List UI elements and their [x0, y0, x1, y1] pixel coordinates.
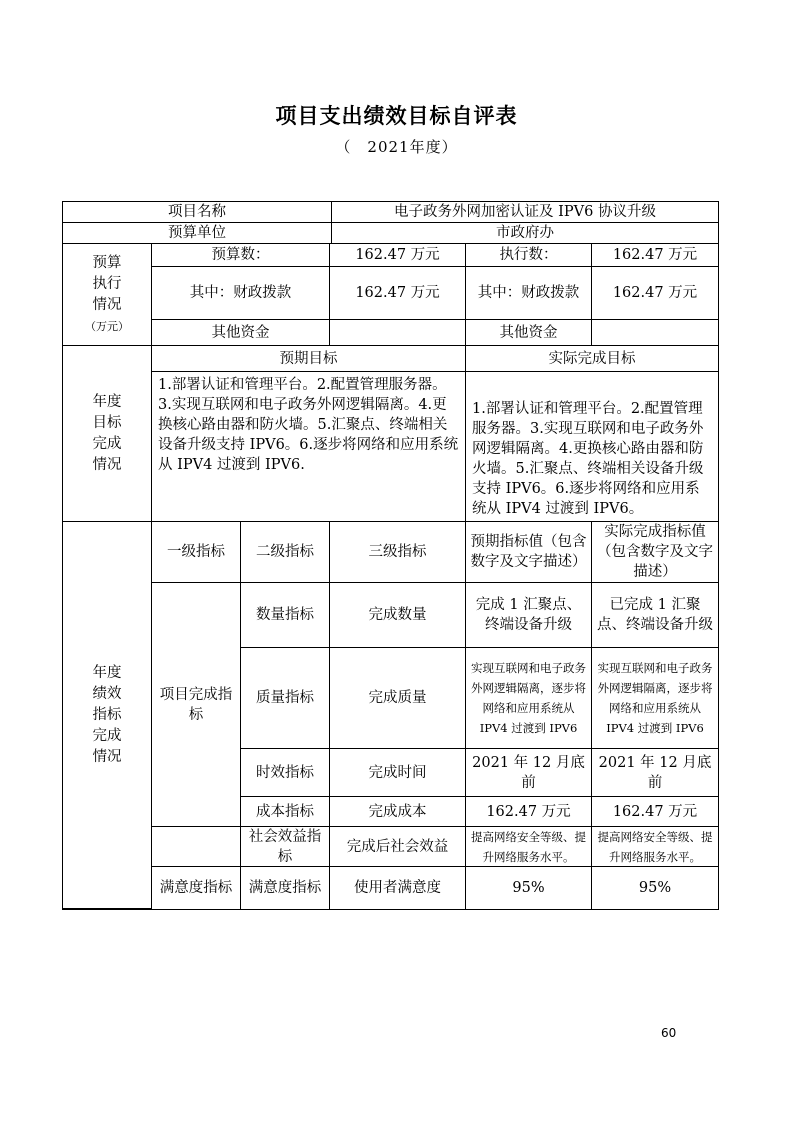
expected-value-header: 预期指标值（包含数字及文字描述）: [466, 522, 592, 583]
budget-unit-label: 预算单位: [63, 223, 332, 244]
quality-indicator-label: 质量指标: [241, 648, 330, 749]
actual-goal-header: 实际完成目标: [466, 346, 718, 372]
document-year: （ 2021年度）: [335, 138, 458, 156]
goal-label-line-1: 年度: [92, 393, 122, 410]
expected-goal-header: 预期目标: [152, 346, 466, 372]
budget-execution-label: [63, 244, 152, 346]
annual-goal-label: [63, 346, 152, 522]
project-name-value: 电子政务外网加密认证及 IPV6 协议升级: [332, 202, 718, 223]
satisfaction-expected: 95%: [466, 867, 592, 909]
page-number: 60: [661, 1026, 677, 1040]
social-benefit-expected: 提高网络安全等级、提升网络服务水平。: [466, 827, 592, 867]
budget-unit-value: 市政府办: [332, 223, 718, 244]
budget-unit-note: （万元）: [85, 319, 129, 333]
timeliness-actual: 2021 年 12 月底前: [592, 749, 718, 797]
actual-value-header: 实际完成指标值（包含数字及文字描述）: [592, 522, 718, 583]
social-benefit-indicator-label: 社会效益指标: [241, 827, 330, 867]
satisfaction-actual: 95%: [638, 880, 672, 896]
cost-metric: 完成成本: [330, 797, 466, 827]
satisfaction-indicator-label: 满意度指标: [241, 867, 330, 909]
quantity-indicator-label: 数量指标: [241, 583, 330, 648]
goal-label-line-4: 情况: [92, 456, 122, 473]
perf-label-line-1: 年度: [92, 664, 122, 681]
fiscal-allocation-budget-value: 162.47 万元: [330, 267, 466, 320]
budget-label-line-1: 预算: [92, 254, 122, 271]
social-level1-cell: [152, 827, 241, 867]
execution-amount-value: 162.47 万元: [592, 244, 718, 267]
project-completion-label: 项目完成指标: [152, 583, 241, 827]
fiscal-allocation-exec-value: 162.47 万元: [592, 267, 718, 320]
execution-amount-label: 执行数：: [466, 244, 592, 267]
timeliness-metric: 完成时间: [330, 749, 466, 797]
budget-amount-value: 162.47 万元: [330, 244, 466, 267]
perf-label-line-2: 绩效: [92, 685, 122, 702]
other-funds-budget-value: [330, 320, 466, 346]
budget-label-line-2: 执行: [92, 275, 122, 292]
level3-header: 三级指标: [330, 522, 466, 583]
performance-indicator-label: [63, 522, 152, 909]
project-name-label: 项目名称: [63, 202, 332, 223]
other-funds-label: 其他资金: [152, 320, 330, 346]
social-benefit-actual: 提高网络安全等级、提升网络服务水平。: [592, 827, 718, 867]
other-funds-exec-label: 其他资金: [466, 320, 592, 346]
expected-goal-text: 1.部署认证和管理平台。2.配置管理服务器。3.实现互联网和电子政务外网逻辑隔离。4.更换核心路由器和防火墙。5.汇聚点、终端相关设备升级支持 IPV6。6.逐步将网络和应用系统从 IPV4 过渡到 IPV6.: [152, 372, 466, 522]
fiscal-allocation-label: 其中：财政拨款: [152, 267, 330, 320]
level2-header: 二级指标: [241, 522, 330, 583]
goal-label-line-2: 目标: [92, 414, 122, 431]
performance-table: [62, 201, 719, 910]
social-benefit-metric: 完成后社会效益: [330, 827, 466, 867]
budget-label-line-3: 情况: [92, 296, 122, 313]
cost-expected: 162.47 万元: [466, 797, 592, 827]
quantity-metric: 完成数量: [330, 583, 466, 648]
other-funds-exec-value: [592, 320, 718, 346]
cost-indicator-label: 成本指标: [241, 797, 330, 827]
cost-actual: 162.47 万元: [592, 797, 718, 827]
timeliness-expected: 2021 年 12 月底前: [466, 749, 592, 797]
goal-label-line-3: 完成: [92, 435, 122, 452]
quality-metric: 完成质量: [330, 648, 466, 749]
quantity-expected: 完成 1 汇聚点、终端设备升级: [466, 583, 592, 648]
perf-label-line-3: 指标: [92, 706, 122, 723]
fiscal-allocation-exec-label: 其中：财政拨款: [466, 267, 592, 320]
timeliness-indicator-label: 时效指标: [241, 749, 330, 797]
perf-label-line-4: 完成: [92, 727, 122, 744]
satisfaction-metric: 使用者满意度: [330, 867, 466, 909]
quantity-actual: 已完成 1 汇聚点、终端设备升级: [592, 583, 718, 648]
budget-amount-label: 预算数：: [152, 244, 330, 267]
quality-actual: 实现互联网和电子政务外网逻辑隔离，逐步将网络和应用系统从 IPV4 过渡到 IPV6: [592, 648, 718, 749]
actual-goal-text: 1.部署认证和管理平台。2.配置管理服务器。3.实现互联网和电子政务外网逻辑隔离。4.更换核心路由器和防火墙。5.汇聚点、终端相关设备升级支持 IPV6。6.逐步将网络和应用系统从 IPV4 过渡到 IPV6。: [466, 372, 718, 522]
satisfaction-level1-label: 满意度指标: [152, 867, 241, 909]
document-title: 项目支出绩效目标自评表: [275, 104, 518, 128]
quality-expected: 实现互联网和电子政务外网逻辑隔离，逐步将网络和应用系统从 IPV4 过渡到 IPV6: [466, 648, 592, 749]
perf-label-line-5: 情况: [92, 748, 122, 765]
level1-header: 一级指标: [152, 522, 241, 583]
